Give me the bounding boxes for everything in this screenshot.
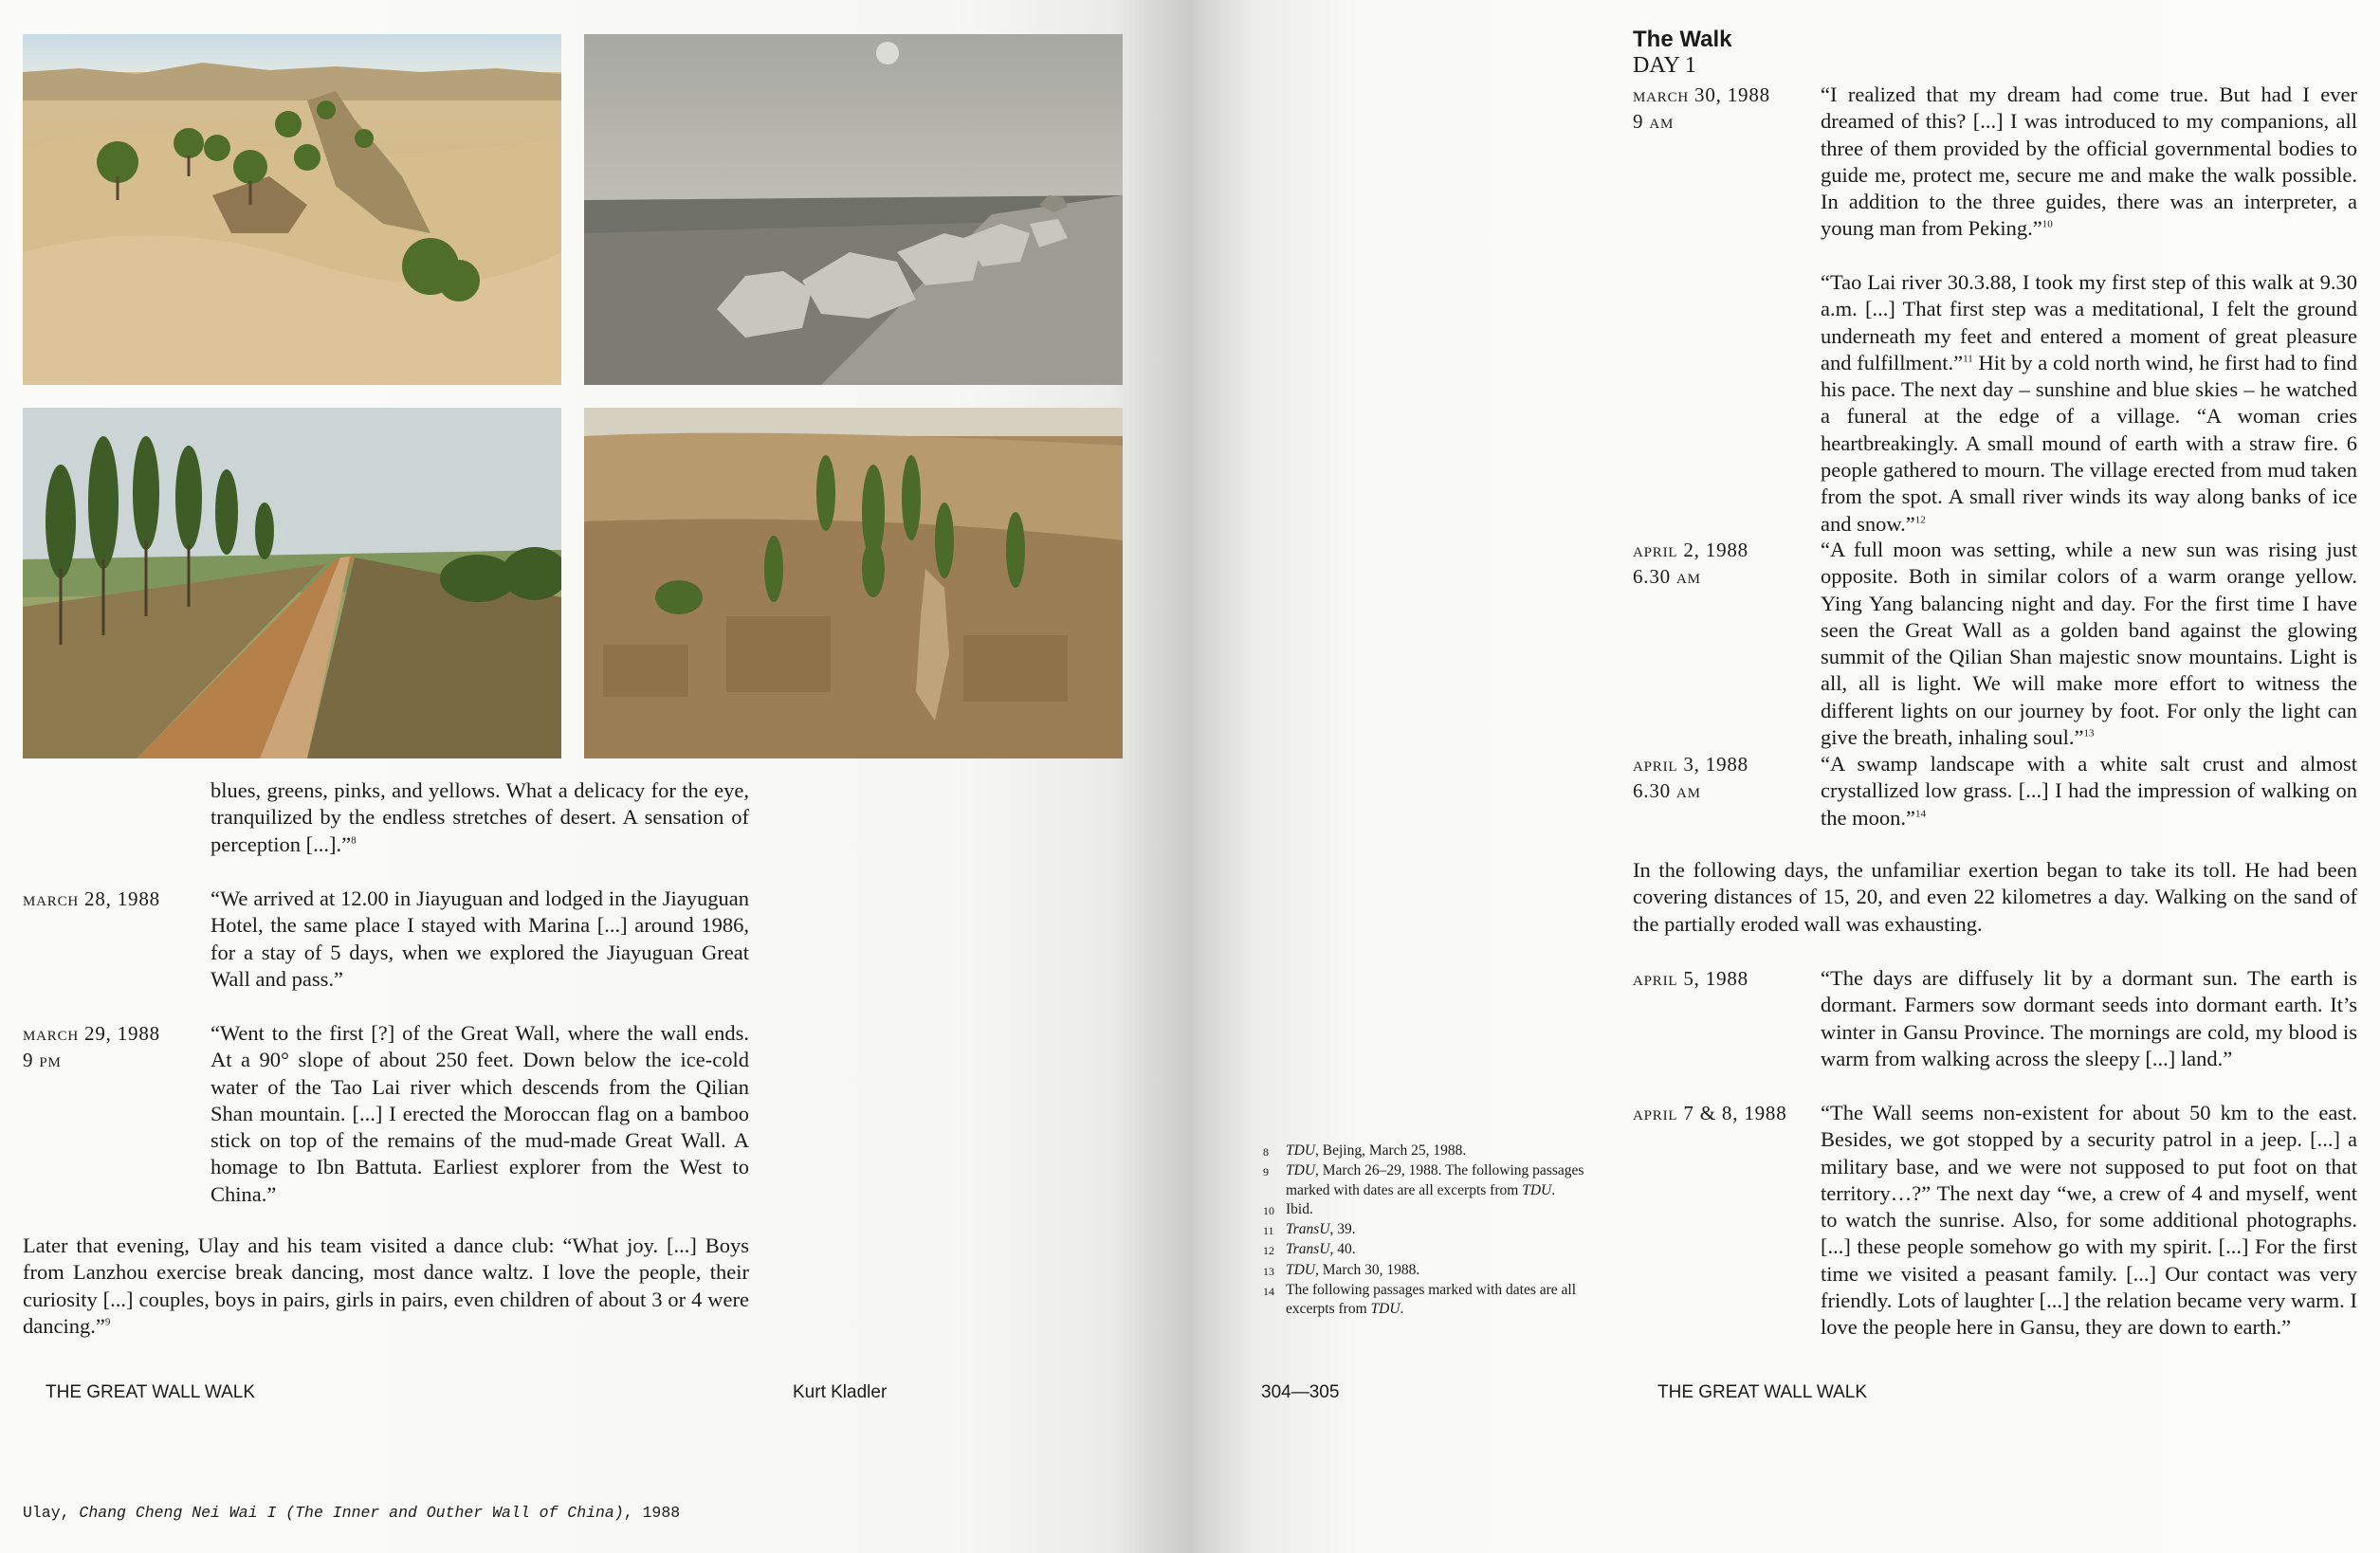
entry-text: “A full moon was setting, while a new sun was rising just opposite. Both in similar colors of a warm orange yellow. Ying Yang balancing night and day. For the first time I have seen the Great Wall as a golden band against the glowing summit of the Qilian Shan majestic snow mountains. Light is all, all is light. We will make more effort to witness the different lights on our journey by foot. For only the light can give the breath, inhaling soul.”$^{13}$ bbox=[1821, 538, 2357, 750]
footnote: 13 TDU, March 30, 1988. bbox=[1263, 1261, 1420, 1278]
footnote: 11 TransU, 39. bbox=[1263, 1221, 1356, 1238]
entry-date: april 3, 1988 6.30 am bbox=[1633, 753, 1748, 802]
note-ref: 11 bbox=[1963, 353, 1973, 365]
running-title: THE GREAT WALL WALK bbox=[1657, 1382, 1868, 1402]
footnote: 14 The following passages marked with dates are all excerpts from TDU. bbox=[1263, 1282, 1577, 1318]
entry-date: april 2, 1988 6.30 am bbox=[1633, 539, 1748, 588]
section-heading: The Walk DAY 1 bbox=[1633, 27, 1732, 78]
entry-text: “We arrived at 12.00 in Jiayuguan and lodged in the Jiayuguan Hotel, the same place I stayed with Marina [...] around 1986, for a stay of 5 days, when we explored the Jiayuguan Great Wall and pass.” bbox=[211, 886, 749, 991]
entry-text: “Went to the first [?] of the Great Wall, where the wall ends. At a 90° slope of about 250 feet. Down below the ice-cold water of the Tao Lai river which descends from the Qilian Shan mountain. [...] I erected the Moroccan flag on a bamboo stick on top of the remains of the mud-made Great Wall. A homage to Ibn Battuta. Earliest explorer from the West to China.” bbox=[211, 1021, 749, 1206]
entry-date: march 29, 1988 9 pm bbox=[23, 1022, 160, 1071]
entry-text: “A swamp landscape with a white salt crust and almost crystallized low grass. [...] I had the impression of walking on the moon.”$^{14}$ bbox=[1821, 752, 2357, 830]
entry-date: april 5, 1988 bbox=[1633, 967, 1748, 990]
desert-with-trees-photo bbox=[23, 34, 561, 385]
entry-date: march 30, 1988 9 am bbox=[1633, 83, 1770, 133]
levee-with-poplars-photo bbox=[23, 408, 561, 758]
continued-quote: blues, greens, pinks, and yellows. What a delicacy for the eye, tranquilized by the endless stretches of desert. A sensation of perception [...].”$^8$ bbox=[211, 778, 749, 856]
entry-date: april 7 & 8, 1988 bbox=[1633, 1102, 1787, 1124]
note-ref: 14 bbox=[1914, 808, 1926, 820]
footnote: 12 TransU, 40. bbox=[1263, 1241, 1356, 1258]
entry-text: “I realized that my dream had come true. But had I ever dreamed of this? [...] I was introduced to my companions, all three of them provided by the official governmental bodies to guide me, protect me, secure me and make the walk possible. In addition to the three guides, there was an interpreter, a young man from Peking.”$^{10}$ bbox=[1821, 82, 2357, 241]
entry-text: “Tao Lai river 30.3.88, I took my first step of this walk at 9.30 a.m. [...] That first step was a meditational, I felt the ground underneath my feet and entered a moment of great pleasure and fulfillment.”$^{11}$ Hit by a cold north wind, he first had to find his pace. The next day – sunshine and blue skies – he watched a funeral at the edge of a village. “A woman cries heartbreakingly. A small mound of earth with a straw fire. 6 people gathered to mourn. The village erected from mud taken from the spot. A small river winds its way along banks of ice and snow.”$^{12}$ bbox=[1821, 270, 2358, 536]
note-ref: 8 bbox=[351, 834, 357, 847]
footnotes bbox=[1263, 1142, 1595, 1320]
note-ref: 12 bbox=[1914, 514, 1926, 526]
footnote: 8 TDU, Bejing, March 25, 1988. bbox=[1263, 1142, 1467, 1159]
note-ref: 13 bbox=[2083, 727, 2095, 740]
running-title: THE GREAT WALL WALK bbox=[46, 1382, 256, 1402]
grey-shore-rocks-photo bbox=[584, 34, 1123, 385]
body-paragraph: Later that evening, Ulay and his team visited a dance club: “What joy. [...] Boys from Lanzhou exercise break dancing, most dance waltz. I love the people, their curiosity [...] couples, boys in pairs, girls in pairs, even children of about 3 or 4 were dancing.”$^9$ bbox=[23, 1233, 749, 1338]
footnote: 9 TDU, March 26–29, 1988. The following passages marked with dates are all excerpts from TDU. bbox=[1263, 1162, 1584, 1198]
body-paragraph: In the following days, the unfamiliar exertion began to take its toll. He had been covering distances of 15, 20, and even 22 kilometres a day. Walking on the sand of the partially eroded wall was exhausting. bbox=[1633, 858, 2357, 936]
right-page bbox=[1193, 0, 2380, 1553]
entry-text: “The Wall seems non-existent for about 50 km to the east. Besides, we got stopped by a security patrol in a jeep. [...] a military base, and we were not supposed to put foot on that territory…?” The next day “we, a crew of 4 and myself, went to watch the sunrise. Also, for some additional photographs. [...] these people somehow go with my spirit. [...] For the first time we visited a peasant family. [...] Our contact was very friendly. Lots of laughter [...] the relation became very warm. I love the people here in Gansu, they are down to earth.” bbox=[1821, 1101, 2357, 1340]
entry-text: “The days are diffusely lit by a dormant sun. The earth is dormant. Farmers sow dormant seeds into dormant earth. It’s winter in Gansu Province. The mornings are cold, my blood is warm from walking across the sleepy [...] land.” bbox=[1821, 966, 2357, 1070]
note-ref: 10 bbox=[2041, 218, 2053, 230]
author-name: Kurt Kladler bbox=[793, 1382, 888, 1402]
entry-date: march 28, 1988 bbox=[23, 887, 160, 910]
mud-village-photo bbox=[584, 408, 1123, 758]
note-ref: 9 bbox=[104, 1316, 111, 1328]
photo-caption: Ulay, Chang Cheng Nei Wai I (The Inner and Outher Wall of China), 1988 bbox=[23, 1504, 681, 1522]
page-numbers: 304—305 bbox=[1261, 1382, 1340, 1402]
footnote: 10 Ibid. bbox=[1263, 1200, 1313, 1217]
